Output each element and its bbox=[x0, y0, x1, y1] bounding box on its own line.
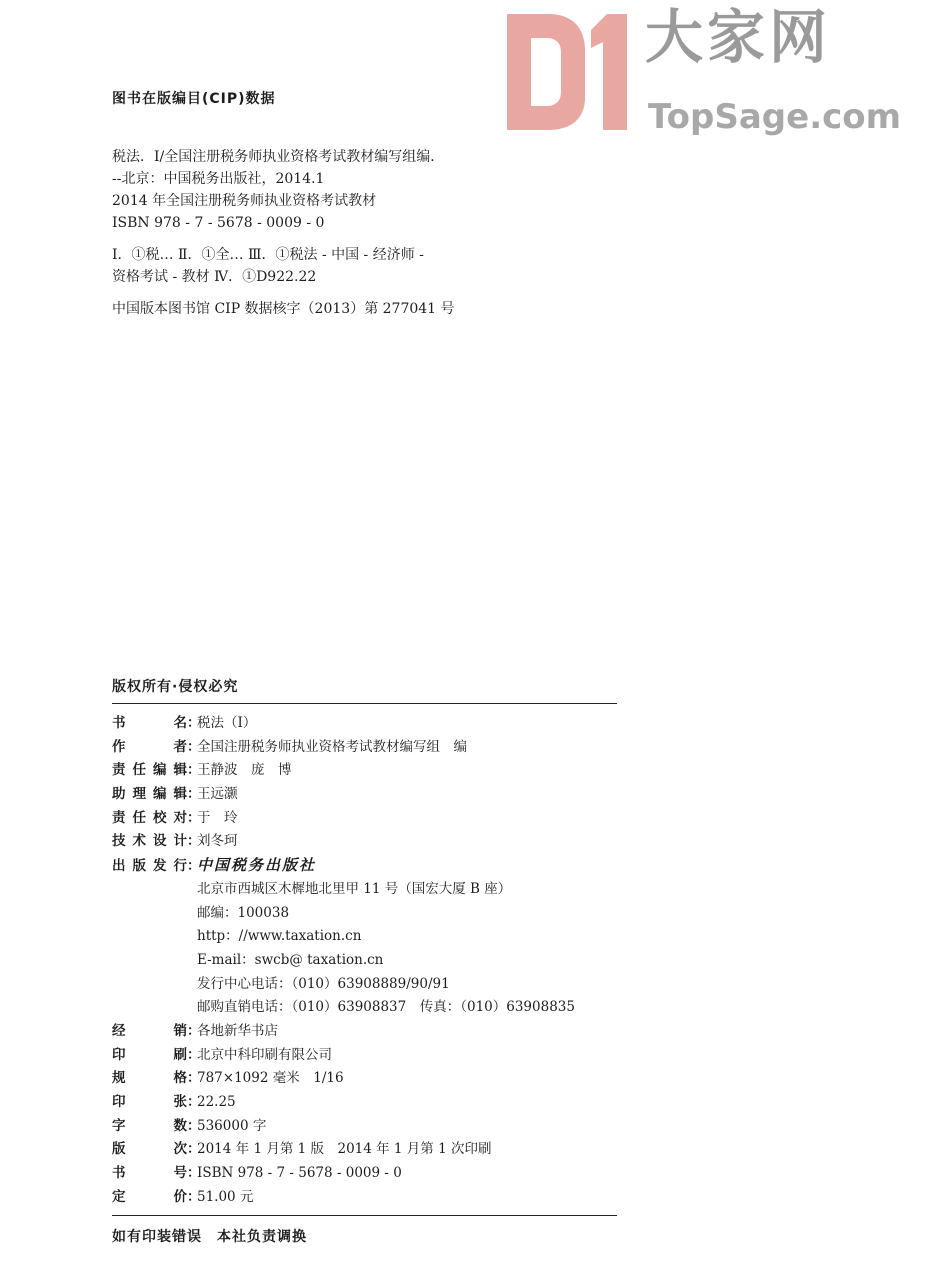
cip-line: 税法．Ⅰ/全国注册税务师执业资格考试教材编写组编． bbox=[112, 149, 445, 165]
row-label: 书 号 bbox=[112, 1165, 187, 1182]
row-value: 税法（Ⅰ） bbox=[197, 715, 257, 731]
watermark-url: TopSage.com bbox=[648, 97, 902, 137]
divider bbox=[112, 1215, 617, 1216]
cip-line: 2014 年全国注册税务师执业资格考试教材 bbox=[112, 193, 377, 209]
row-label: 责 任 编 辑 bbox=[112, 762, 187, 779]
info-row: 助 理 编 辑 ： 王远灏 bbox=[112, 783, 617, 807]
row-label: 出 版 发 行 bbox=[112, 858, 187, 875]
row-label: 印 刷 bbox=[112, 1046, 187, 1063]
cip-classification: Ⅰ．①税… Ⅱ．①全… Ⅲ．①税法 - 中国 - 经济师 - bbox=[112, 247, 424, 263]
row-label: 责 任 校 对 bbox=[112, 809, 187, 826]
info-row: 字 数 ： 536000 字 bbox=[112, 1115, 617, 1139]
row-value: 536000 字 bbox=[197, 1117, 267, 1134]
cip-line: ISBN 978 - 7 - 5678 - 0009 - 0 bbox=[112, 215, 325, 231]
row-label: 书 名 bbox=[112, 715, 187, 731]
row-label: 技 术 设 计 bbox=[112, 833, 187, 850]
info-row: 责 任 编 辑 ： 王静波 庞 博 bbox=[112, 759, 617, 783]
row-label: 规 格 bbox=[112, 1070, 187, 1087]
row-label: 版 次 bbox=[112, 1141, 187, 1158]
publisher-sales-phone: 发行中心电话：（010）63908889/90/91 bbox=[197, 975, 450, 992]
cip-classification: 资格考试 - 教材 Ⅳ．①D922.22 bbox=[112, 269, 317, 285]
row-value: 787×1092 毫米 1/16 bbox=[197, 1070, 344, 1087]
publisher-email: E-mail：swcb@ taxation.cn bbox=[197, 951, 384, 968]
row-value: 刘冬珂 bbox=[197, 833, 238, 850]
cip-title: 图书在版编目(CIP)数据 bbox=[112, 91, 276, 107]
publisher-website: http：//www.taxation.cn bbox=[197, 928, 362, 945]
row-value: 王远灏 bbox=[197, 786, 238, 803]
info-row: 印 张 ： 22.25 bbox=[112, 1091, 617, 1115]
info-row: 书 号 ： ISBN 978 - 7 - 5678 - 0009 - 0 bbox=[112, 1162, 617, 1186]
row-value: 22.25 bbox=[197, 1094, 236, 1110]
copyright-section bbox=[112, 677, 617, 1246]
publisher-address: 北京市西城区木樨地北里甲 11 号（国宏大厦 B 座） bbox=[197, 880, 512, 897]
row-value: 全国注册税务师执业资格考试教材编写组 编 bbox=[197, 738, 467, 755]
info-row: 技 术 设 计 ： 刘冬珂 bbox=[112, 830, 617, 854]
row-value: 北京中科印刷有限公司 bbox=[197, 1046, 332, 1063]
row-label: 作 者 bbox=[112, 738, 187, 755]
row-label: 定 价 bbox=[112, 1188, 187, 1205]
info-row: 书 名 ： 税法（Ⅰ） bbox=[112, 712, 617, 736]
publisher-postcode: 邮编：100038 bbox=[197, 904, 290, 921]
row-value: 51.00 元 bbox=[197, 1188, 254, 1205]
book-info-list bbox=[112, 704, 617, 1215]
publisher-name: 中国税务出版社 bbox=[197, 856, 317, 875]
row-value: ISBN 978 - 7 - 5678 - 0009 - 0 bbox=[197, 1165, 402, 1182]
info-row: 印 刷 ： 北京中科印刷有限公司 bbox=[112, 1044, 617, 1068]
info-row: 定 价 ： 51.00 元 bbox=[112, 1186, 617, 1210]
cip-line: --北京：中国税务出版社，2014.1 bbox=[112, 171, 325, 187]
copyright-title: 版权所有·侵权必究 bbox=[112, 679, 239, 695]
watermark-name: 大家网 bbox=[645, 3, 832, 71]
row-label: 字 数 bbox=[112, 1117, 187, 1134]
row-value: 于 玲 bbox=[197, 809, 238, 826]
info-row: 版 次 ： 2014 年 1 月第 1 版 2014 年 1 月第 1 次印刷 bbox=[112, 1138, 617, 1162]
cip-section bbox=[112, 88, 632, 320]
cip-approval: 中国版本图书馆 CIP 数据核字（2013）第 277041 号 bbox=[112, 301, 455, 317]
row-value: 各地新华书店 bbox=[197, 1022, 278, 1039]
info-row: 作 者 ： 全国注册税务师执业资格考试教材编写组 编 bbox=[112, 736, 617, 760]
row-label: 助 理 编 辑 bbox=[112, 786, 187, 803]
footer-note: 如有印装错误 本社负责调换 bbox=[112, 1229, 307, 1246]
publisher-row: 出 版 发 行 ： 中国税务出版社 bbox=[112, 854, 617, 878]
row-value: 2014 年 1 月第 1 版 2014 年 1 月第 1 次印刷 bbox=[197, 1141, 492, 1158]
publisher-mail-order-phone: 邮购直销电话：（010）63908837 传真：（010）63908835 bbox=[197, 999, 575, 1016]
row-label: 经 销 bbox=[112, 1022, 187, 1039]
info-row: 责 任 校 对 ： 于 玲 bbox=[112, 807, 617, 831]
info-row: 规 格 ： 787×1092 毫米 1/16 bbox=[112, 1067, 617, 1091]
row-value: 王静波 庞 博 bbox=[197, 762, 292, 779]
info-row: 经 销 ： 各地新华书店 bbox=[112, 1020, 617, 1044]
row-label: 印 张 bbox=[112, 1094, 187, 1110]
